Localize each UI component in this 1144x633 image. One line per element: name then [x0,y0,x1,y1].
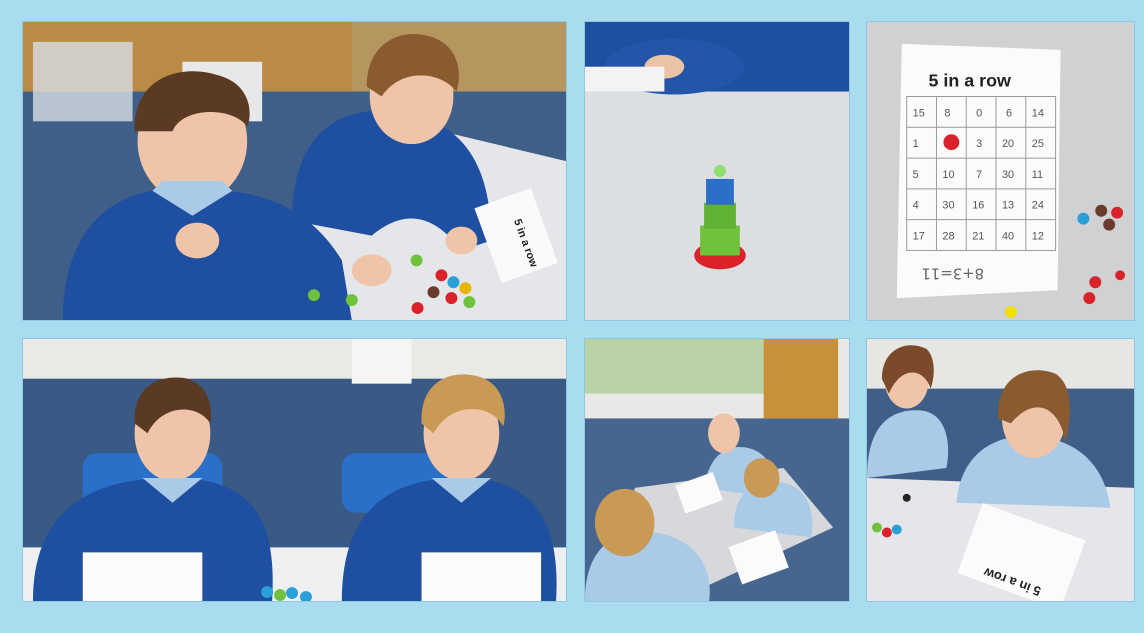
svg-text:6: 6 [1005,107,1013,120]
svg-text:15: 15 [912,107,925,120]
photo-dice-stack [584,21,850,321]
photo-classroom-table [584,338,850,602]
red-counter-on-board [943,134,959,150]
svg-text:11: 11 [1031,168,1044,181]
svg-text:7: 7 [976,168,983,181]
svg-text:12: 12 [1031,230,1044,243]
svg-text:24: 24 [1031,199,1044,212]
board-footer-sum: 8+3=11 [921,264,985,283]
svg-text:25: 25 [1031,138,1044,151]
svg-text:28: 28 [942,230,955,243]
girls-sheet-label: 5 in a row [981,564,1043,600]
svg-text:13: 13 [1001,199,1015,212]
game-sheet-label: 5 in a row [511,217,540,269]
photo-dice-stack-image [585,22,849,320]
board-title: 5 in a row [928,70,1011,91]
photo-girls-writing-image [867,339,1134,601]
svg-text:21: 21 [972,230,985,243]
svg-text:30: 30 [942,199,955,212]
photo-boys-with-counters [22,21,567,321]
photo-boys-writing-image [23,339,566,601]
svg-text:10: 10 [942,168,955,181]
svg-text:1: 1 [912,138,919,151]
svg-text:40: 40 [1001,230,1015,243]
photo-boys-with-counters-image [23,22,566,320]
svg-text:20: 20 [1001,138,1015,151]
photo-classroom-table-image [585,339,849,601]
photo-boys-writing [22,338,567,602]
svg-text:30: 30 [1001,168,1015,181]
svg-text:17: 17 [912,230,925,243]
svg-text:8: 8 [944,107,951,120]
svg-text:3: 3 [976,138,983,151]
photo-game-board-image [867,22,1134,320]
svg-text:0: 0 [976,107,983,120]
svg-text:5: 5 [912,168,919,181]
svg-text:4: 4 [912,199,919,212]
svg-text:14: 14 [1031,107,1044,120]
photo-game-board [866,21,1135,321]
svg-text:16: 16 [972,199,985,212]
photo-girls-writing [866,338,1135,602]
